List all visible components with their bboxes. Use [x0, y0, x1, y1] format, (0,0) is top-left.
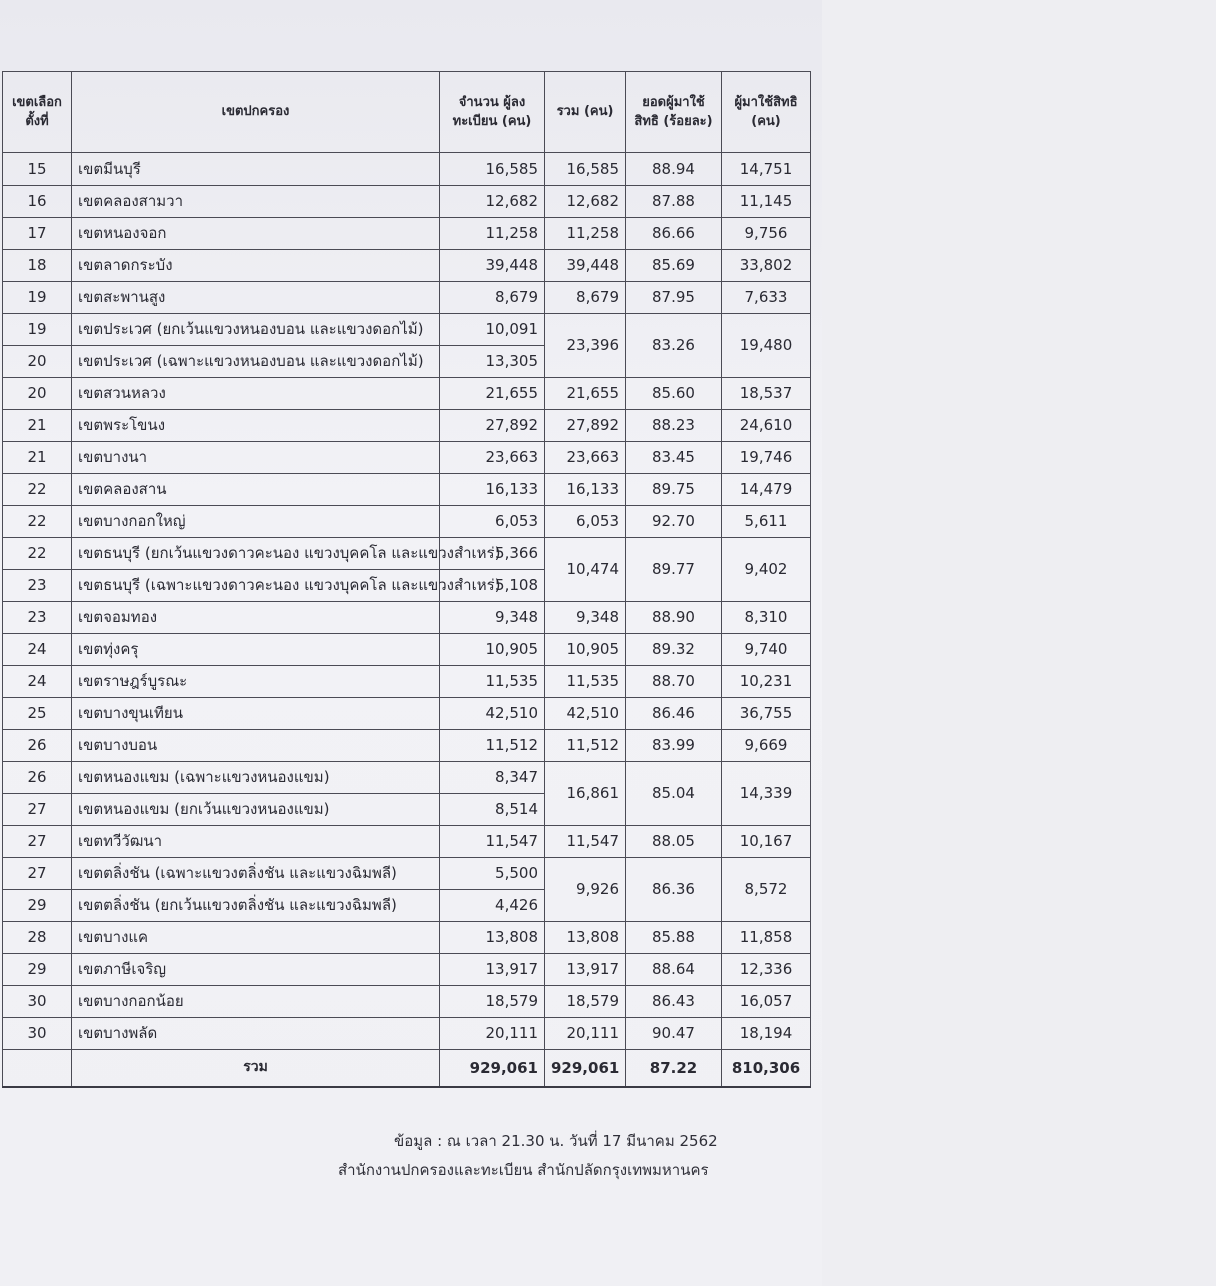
voters-cell: 8,310 — [722, 602, 811, 634]
registered-cell: 9,348 — [440, 602, 545, 634]
registered-cell: 5,108 — [440, 570, 545, 602]
percent-cell: 83.26 — [626, 314, 722, 378]
total-cell: 23,663 — [545, 442, 626, 474]
percent-cell: 89.75 — [626, 474, 722, 506]
area-cell: เขตบางแค — [72, 922, 440, 954]
percent-cell: 86.43 — [626, 986, 722, 1018]
total-cell: 16,585 — [545, 153, 626, 186]
total-cell: 27,892 — [545, 410, 626, 442]
voters-cell: 18,537 — [722, 378, 811, 410]
percent-cell: 88.90 — [626, 602, 722, 634]
registered-cell: 4,426 — [440, 890, 545, 922]
area-cell: เขตตลิ่งชัน (ยกเว้นแขวงตลิ่งชัน และแขวงฉิมพลี) — [72, 890, 440, 922]
total-cell: 42,510 — [545, 698, 626, 730]
district-cell: 28 — [3, 922, 72, 954]
registered-cell: 16,133 — [440, 474, 545, 506]
total-cell: 11,258 — [545, 218, 626, 250]
voters-cell: 7,633 — [722, 282, 811, 314]
percent-cell: 88.70 — [626, 666, 722, 698]
district-cell: 15 — [3, 153, 72, 186]
voters-cell: 14,751 — [722, 153, 811, 186]
percent-cell: 87.95 — [626, 282, 722, 314]
district-cell: 26 — [3, 762, 72, 794]
percent-cell: 89.77 — [626, 538, 722, 602]
total-cell: 9,348 — [545, 602, 626, 634]
area-cell: เขตคลองสามวา — [72, 186, 440, 218]
percent-cell: 83.99 — [626, 730, 722, 762]
voters-cell: 10,167 — [722, 826, 811, 858]
area-cell: เขตราษฎร์บูรณะ — [72, 666, 440, 698]
registered-cell: 11,258 — [440, 218, 545, 250]
district-cell: 29 — [3, 890, 72, 922]
voters-cell: 11,145 — [722, 186, 811, 218]
total-cell: 9,926 — [545, 858, 626, 922]
registered-cell: 23,663 — [440, 442, 545, 474]
total-cell: 16,133 — [545, 474, 626, 506]
percent-cell: 85.88 — [626, 922, 722, 954]
table-row — [3, 153, 811, 186]
registered-cell: 11,547 — [440, 826, 545, 858]
area-cell: เขตประเวศ (เฉพาะแขวงหนองบอน และแขวงดอกไม้) — [72, 346, 440, 378]
district-cell: 26 — [3, 730, 72, 762]
results-table — [2, 71, 811, 1088]
table-row — [3, 1018, 811, 1050]
area-cell: เขตบางขุนเทียน — [72, 698, 440, 730]
area-cell: เขตสวนหลวง — [72, 378, 440, 410]
total-cell: 21,655 — [545, 378, 626, 410]
footer-agency: สำนักงานปกครองและทะเบียน สำนักปลัดกรุงเทพมหานคร — [338, 1161, 709, 1179]
area-cell: เขตมีนบุรี — [72, 153, 440, 186]
total-registered: 929,061 — [440, 1050, 545, 1088]
total-row — [3, 1050, 811, 1088]
voters-cell: 16,057 — [722, 986, 811, 1018]
voters-cell: 14,339 — [722, 762, 811, 826]
district-cell: 19 — [3, 282, 72, 314]
district-cell: 23 — [3, 602, 72, 634]
percent-cell: 87.88 — [626, 186, 722, 218]
percent-cell: 83.45 — [626, 442, 722, 474]
registered-cell: 6,053 — [440, 506, 545, 538]
district-cell: 29 — [3, 954, 72, 986]
registered-cell: 18,579 — [440, 986, 545, 1018]
total-cell: 13,917 — [545, 954, 626, 986]
registered-cell: 8,679 — [440, 282, 545, 314]
table-row — [3, 666, 811, 698]
percent-cell: 85.04 — [626, 762, 722, 826]
table-row — [3, 762, 811, 794]
district-cell: 25 — [3, 698, 72, 730]
table-body — [3, 153, 811, 1050]
registered-cell: 8,514 — [440, 794, 545, 826]
area-cell: เขตทวีวัฒนา — [72, 826, 440, 858]
total-cell: 12,682 — [545, 186, 626, 218]
district-cell: 18 — [3, 250, 72, 282]
table-row — [3, 730, 811, 762]
table-row — [3, 954, 811, 986]
header-registered: จำนวน ผู้ลงทะเบียน (คน) — [440, 72, 545, 153]
header-district: เขตเลือกตั้งที่ — [3, 72, 72, 153]
district-cell: 27 — [3, 858, 72, 890]
district-cell: 17 — [3, 218, 72, 250]
total-label: รวม — [72, 1050, 440, 1088]
percent-cell: 88.94 — [626, 153, 722, 186]
registered-cell: 16,585 — [440, 153, 545, 186]
district-cell: 30 — [3, 1018, 72, 1050]
district-cell: 24 — [3, 634, 72, 666]
total-percent: 87.22 — [626, 1050, 722, 1088]
total-cell: 10,474 — [545, 538, 626, 602]
header-percent: ยอดผู้มาใช้สิทธิ (ร้อยละ) — [626, 72, 722, 153]
area-cell: เขตหนองแขม (ยกเว้นแขวงหนองแขม) — [72, 794, 440, 826]
district-cell: 16 — [3, 186, 72, 218]
area-cell: เขตหนองจอก — [72, 218, 440, 250]
header-total: รวม (คน) — [545, 72, 626, 153]
area-cell: เขตบางพลัด — [72, 1018, 440, 1050]
area-cell: เขตตลิ่งชัน (เฉพาะแขวงตลิ่งชัน และแขวงฉิมพลี) — [72, 858, 440, 890]
district-cell: 20 — [3, 378, 72, 410]
registered-cell: 21,655 — [440, 378, 545, 410]
registered-cell: 10,905 — [440, 634, 545, 666]
total-cell: 18,579 — [545, 986, 626, 1018]
table-row — [3, 506, 811, 538]
table-header-row — [3, 72, 811, 153]
table-row — [3, 442, 811, 474]
total-cell: 8,679 — [545, 282, 626, 314]
registered-cell: 13,917 — [440, 954, 545, 986]
percent-cell: 88.05 — [626, 826, 722, 858]
area-cell: เขตธนบุรี (ยกเว้นแขวงดาวคะนอง แขวงบุคคโล และแขวงสำเหร่) — [72, 538, 440, 570]
voters-cell: 36,755 — [722, 698, 811, 730]
percent-cell: 88.64 — [626, 954, 722, 986]
district-cell: 22 — [3, 474, 72, 506]
district-cell: 27 — [3, 826, 72, 858]
table-row — [3, 250, 811, 282]
registered-cell: 13,305 — [440, 346, 545, 378]
voters-cell: 8,572 — [722, 858, 811, 922]
total-cell: 13,808 — [545, 922, 626, 954]
area-cell: เขตบางบอน — [72, 730, 440, 762]
district-cell: 30 — [3, 986, 72, 1018]
area-cell: เขตประเวศ (ยกเว้นแขวงหนองบอน และแขวงดอกไม้) — [72, 314, 440, 346]
total-cell: 6,053 — [545, 506, 626, 538]
total-cell: 11,535 — [545, 666, 626, 698]
voters-cell: 19,746 — [722, 442, 811, 474]
voters-cell: 9,669 — [722, 730, 811, 762]
district-cell: 24 — [3, 666, 72, 698]
header-voters: ผู้มาใช้สิทธิ (คน) — [722, 72, 811, 153]
area-cell: เขตบางกอกน้อย — [72, 986, 440, 1018]
table-row — [3, 986, 811, 1018]
total-cell: 10,905 — [545, 634, 626, 666]
area-cell: เขตภาษีเจริญ — [72, 954, 440, 986]
total-blank-cell — [3, 1050, 72, 1088]
total-cell: 16,861 — [545, 762, 626, 826]
percent-cell: 88.23 — [626, 410, 722, 442]
table-row — [3, 922, 811, 954]
district-cell: 22 — [3, 538, 72, 570]
registered-cell: 12,682 — [440, 186, 545, 218]
registered-cell: 42,510 — [440, 698, 545, 730]
area-cell: เขตจอมทอง — [72, 602, 440, 634]
district-cell: 27 — [3, 794, 72, 826]
district-cell: 21 — [3, 410, 72, 442]
voters-cell: 9,402 — [722, 538, 811, 602]
registered-cell: 8,347 — [440, 762, 545, 794]
district-cell: 19 — [3, 314, 72, 346]
district-cell: 23 — [3, 570, 72, 602]
percent-cell: 86.46 — [626, 698, 722, 730]
registered-cell: 39,448 — [440, 250, 545, 282]
total-cell: 39,448 — [545, 250, 626, 282]
total-voters: 810,306 — [722, 1050, 811, 1088]
voters-cell: 5,611 — [722, 506, 811, 538]
voters-cell: 11,858 — [722, 922, 811, 954]
area-cell: เขตทุ่งครุ — [72, 634, 440, 666]
area-cell: เขตลาดกระบัง — [72, 250, 440, 282]
percent-cell: 86.36 — [626, 858, 722, 922]
table-row — [3, 634, 811, 666]
voters-cell: 12,336 — [722, 954, 811, 986]
voters-cell: 19,480 — [722, 314, 811, 378]
table-row — [3, 474, 811, 506]
table-row — [3, 314, 811, 346]
percent-cell: 86.66 — [626, 218, 722, 250]
registered-cell: 20,111 — [440, 1018, 545, 1050]
area-cell: เขตหนองแขม (เฉพาะแขวงหนองแขม) — [72, 762, 440, 794]
table-row — [3, 602, 811, 634]
voters-cell: 33,802 — [722, 250, 811, 282]
registered-cell: 27,892 — [440, 410, 545, 442]
district-cell: 22 — [3, 506, 72, 538]
voters-cell: 9,740 — [722, 634, 811, 666]
total-cell: 20,111 — [545, 1018, 626, 1050]
total-cell: 11,512 — [545, 730, 626, 762]
footer-source-time: ข้อมูล : ณ เวลา 21.30 น. วันที่ 17 มีนาคม 2562 — [394, 1132, 718, 1150]
table-row — [3, 410, 811, 442]
table-row — [3, 698, 811, 730]
percent-cell: 92.70 — [626, 506, 722, 538]
total-cell: 23,396 — [545, 314, 626, 378]
percent-cell: 85.69 — [626, 250, 722, 282]
voters-cell: 9,756 — [722, 218, 811, 250]
voters-cell: 18,194 — [722, 1018, 811, 1050]
table-row — [3, 826, 811, 858]
registered-cell: 13,808 — [440, 922, 545, 954]
registered-cell: 11,535 — [440, 666, 545, 698]
area-cell: เขตบางนา — [72, 442, 440, 474]
table-row — [3, 282, 811, 314]
table-row — [3, 538, 811, 570]
table-row — [3, 858, 811, 890]
table-row — [3, 218, 811, 250]
header-area: เขตปกครอง — [72, 72, 440, 153]
district-cell: 21 — [3, 442, 72, 474]
percent-cell: 90.47 — [626, 1018, 722, 1050]
area-cell: เขตบางกอกใหญ่ — [72, 506, 440, 538]
registered-cell: 11,512 — [440, 730, 545, 762]
registered-cell: 5,366 — [440, 538, 545, 570]
table-row — [3, 186, 811, 218]
area-cell: เขตพระโขนง — [72, 410, 440, 442]
area-cell: เขตสะพานสูง — [72, 282, 440, 314]
total-total: 929,061 — [545, 1050, 626, 1088]
voters-cell: 10,231 — [722, 666, 811, 698]
registered-cell: 5,500 — [440, 858, 545, 890]
percent-cell: 85.60 — [626, 378, 722, 410]
total-cell: 11,547 — [545, 826, 626, 858]
voters-cell: 14,479 — [722, 474, 811, 506]
area-cell: เขตคลองสาน — [72, 474, 440, 506]
voters-cell: 24,610 — [722, 410, 811, 442]
registered-cell: 10,091 — [440, 314, 545, 346]
district-cell: 20 — [3, 346, 72, 378]
table-row — [3, 378, 811, 410]
area-cell: เขตธนบุรี (เฉพาะแขวงดาวคะนอง แขวงบุคคโล และแขวงสำเหร่) — [72, 570, 440, 602]
percent-cell: 89.32 — [626, 634, 722, 666]
